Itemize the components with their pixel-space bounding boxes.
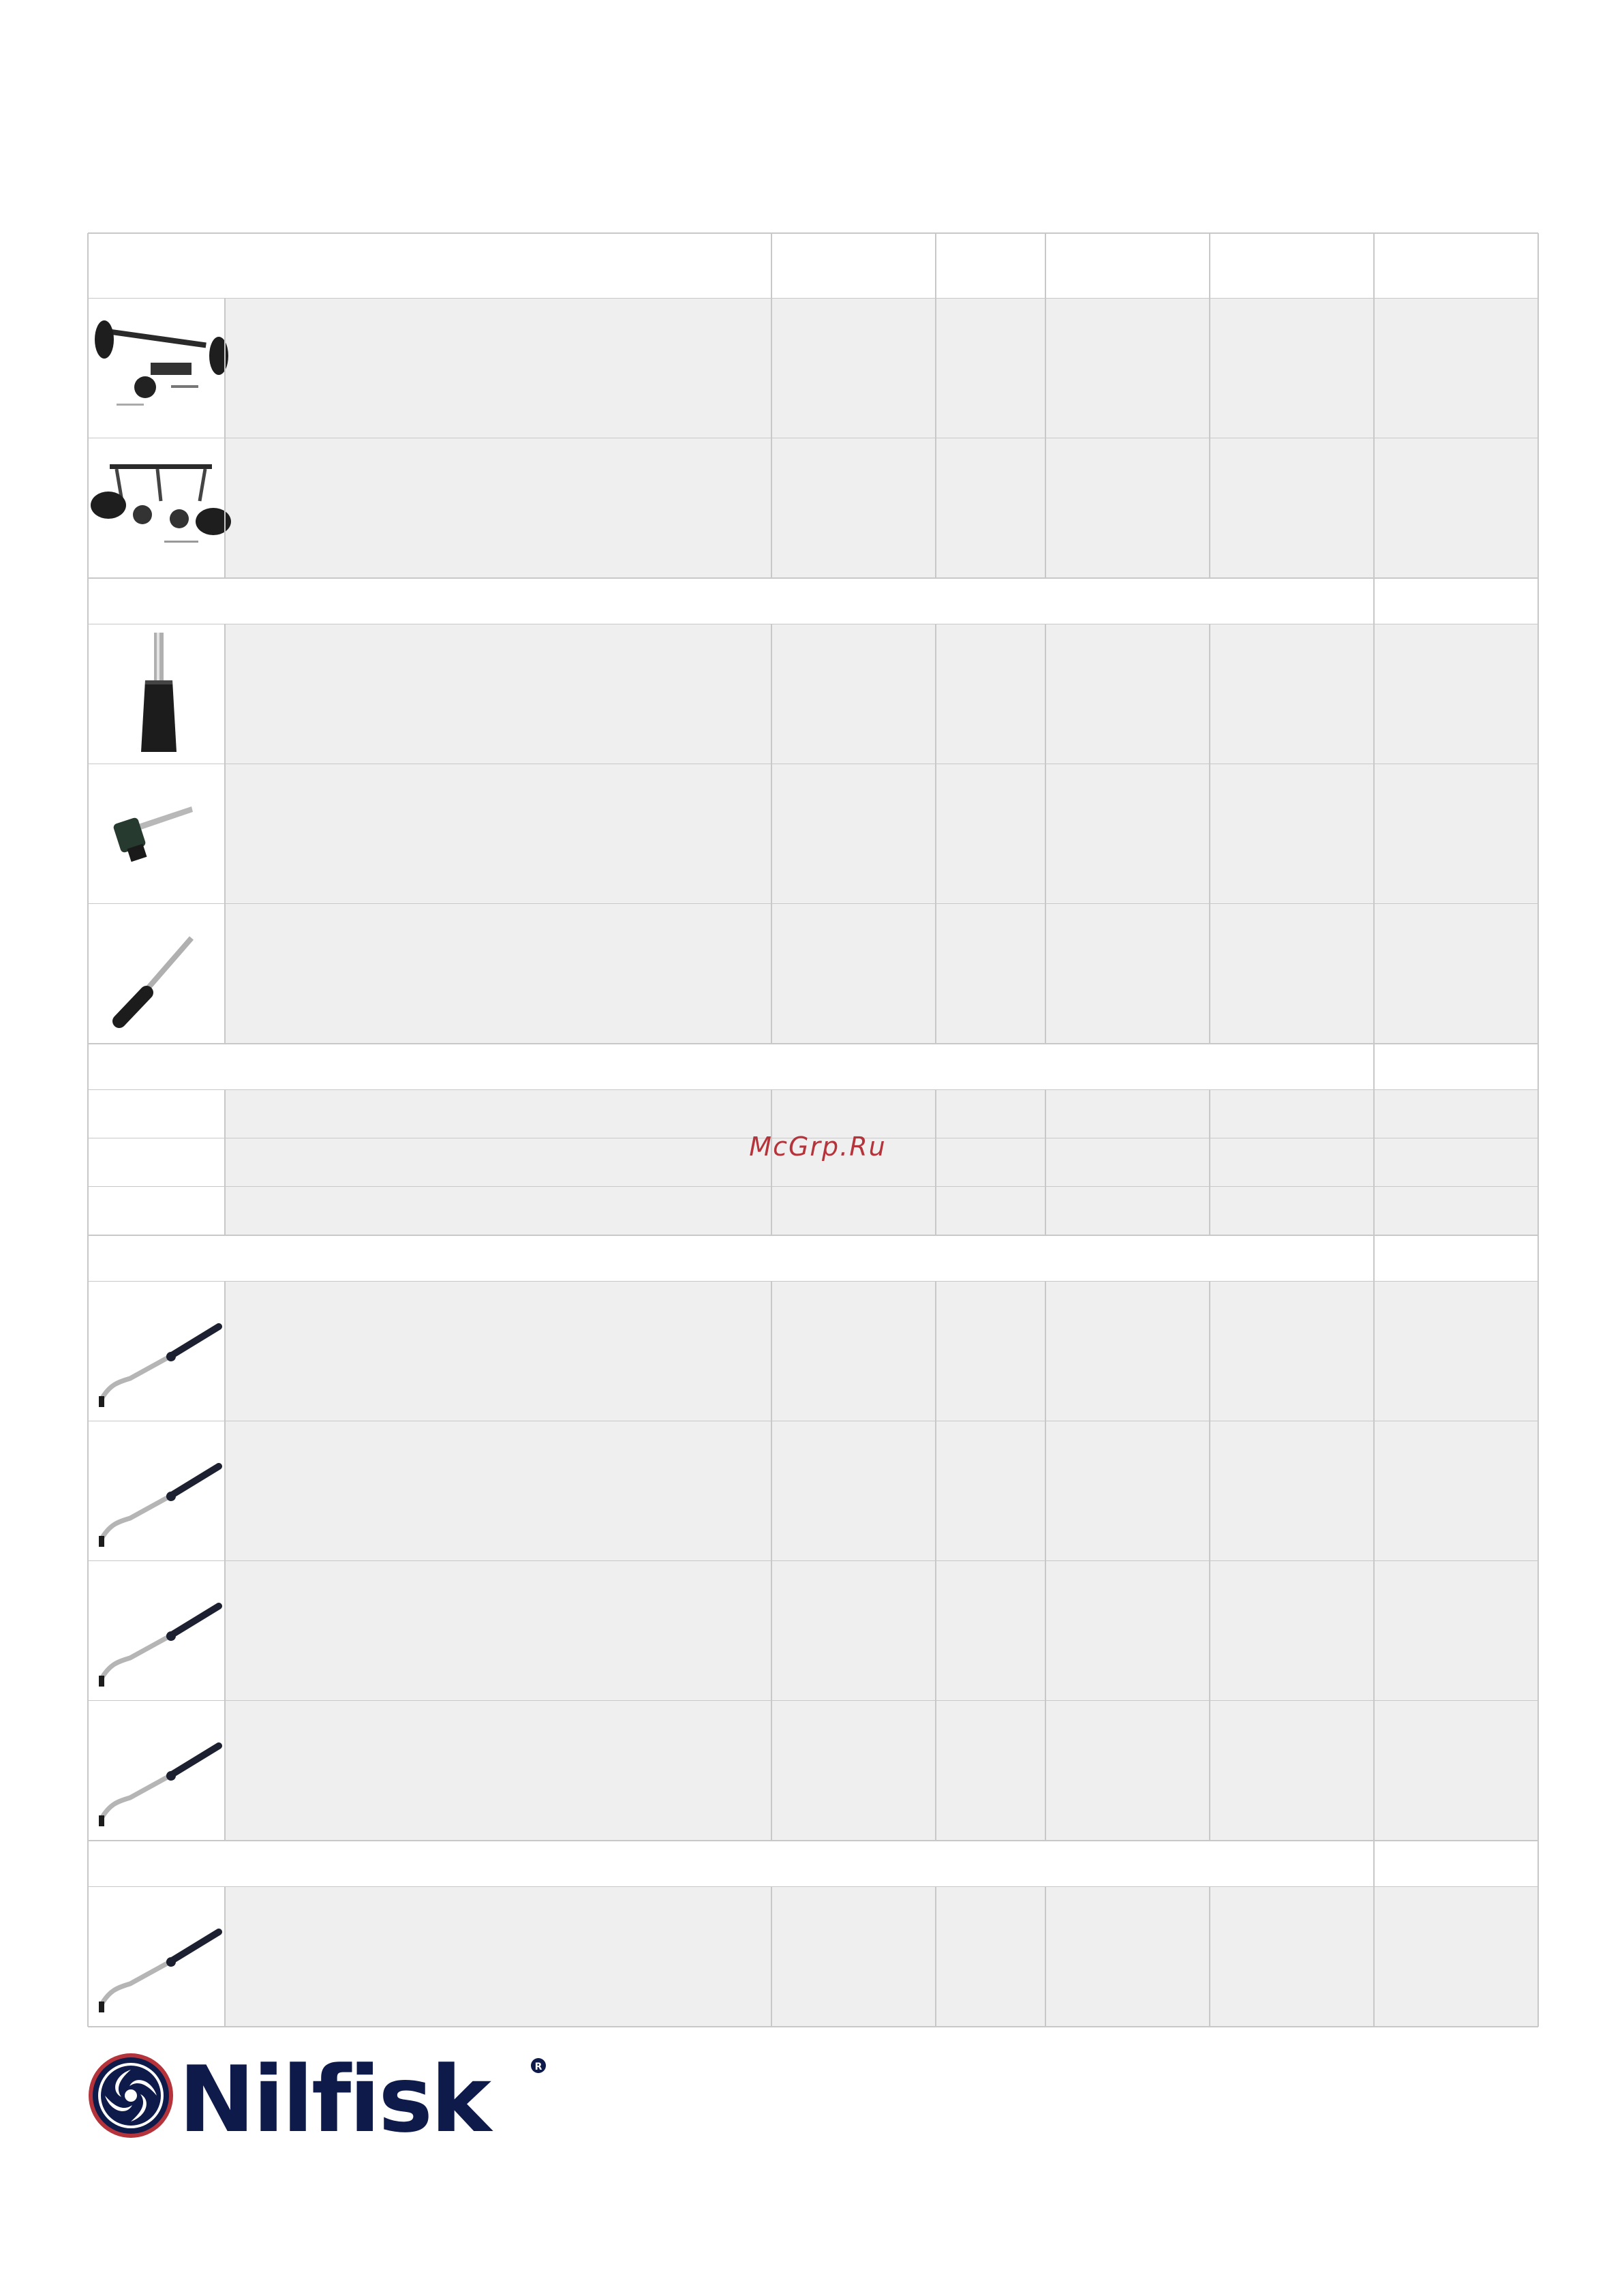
brand-logo (87, 2052, 551, 2147)
table-row (88, 1282, 1538, 1421)
table-row (88, 299, 1538, 438)
svg-text:R: R (534, 2061, 542, 2072)
table-row (88, 624, 1538, 764)
table-row (88, 438, 1538, 578)
brand-wordmark: Nilfisk (179, 2052, 490, 2147)
watermark: McGrp.Ru (749, 1132, 887, 1162)
table-row (88, 1887, 1538, 2027)
table-row (88, 1187, 1538, 1235)
table-row (88, 764, 1538, 904)
brand-emblem-icon (89, 2053, 173, 2138)
table-row (88, 1421, 1538, 1561)
table-row (88, 904, 1538, 1044)
table-row (88, 1701, 1538, 1841)
table-row (88, 1561, 1538, 1701)
